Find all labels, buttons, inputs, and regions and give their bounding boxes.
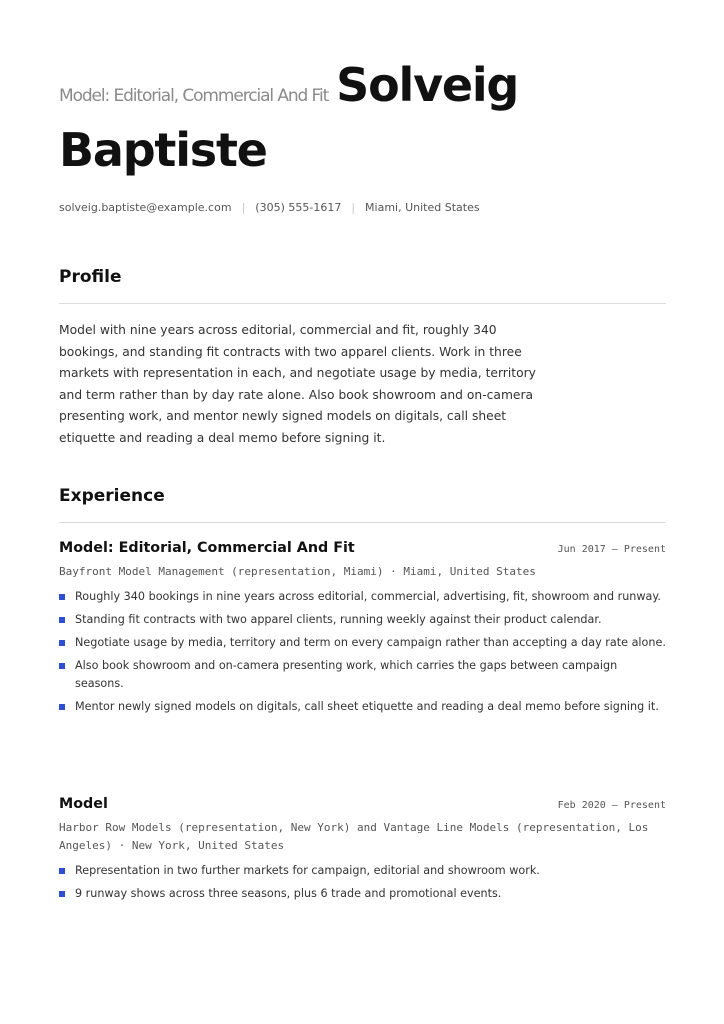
job-company: Bayfront Model Management (representation, Miami) · Miami, United States [59, 565, 536, 578]
job-bullets [59, 588, 666, 716]
job-company: Harbor Row Models (representation, New York) and Vantage Line Models (representation, Los Angeles) · New York, United States [59, 821, 649, 852]
job-title: Model: Editorial, Commercial And Fit [59, 540, 355, 556]
list-item [59, 634, 666, 652]
section-divider [59, 303, 666, 304]
bullet-text: 9 runway shows across three seasons, plus 6 trade and promotional events. [75, 887, 502, 900]
bullet-square-icon [59, 868, 65, 874]
bullet-square-icon [59, 663, 65, 669]
bullet-square-icon [59, 704, 65, 710]
job-bullets [59, 862, 666, 903]
section-title-profile: Profile [59, 267, 122, 287]
bullet-square-icon [59, 640, 65, 646]
bullet-text: Representation in two further markets for campaign, editorial and showroom work. [75, 864, 540, 877]
name-first: Solveig [336, 58, 519, 112]
bullet-square-icon [59, 891, 65, 897]
bullet-text: Roughly 340 bookings in nine years across editorial, commercial, advertising, fit, showroom and runway. [75, 590, 661, 603]
list-item [59, 588, 666, 606]
name-last: Baptiste [59, 123, 267, 177]
resume-header [59, 58, 669, 188]
job-dates: Jun 2017 — Present [557, 544, 666, 555]
name-line [59, 58, 669, 123]
name-line-2 [59, 123, 669, 188]
list-item [59, 611, 666, 629]
contact-line [59, 201, 480, 214]
list-item [59, 698, 666, 716]
profile-text: Model with nine years across editorial, commercial and fit, roughly 340 bookings, and standing fit contracts with two apparel clients. Work in three markets with representation in each, and negotiate usage by media, territory and term rather than by day rate alone. Also book showroom and on-camera presenting work, and mentor newly signed models on digitals, call sheet etiquette and reading a deal memo before signing it. [59, 323, 536, 445]
job-entry [59, 540, 666, 721]
job-header [59, 540, 666, 562]
section-title-experience: Experience [59, 486, 165, 506]
contact-location: Miami, United States [365, 201, 480, 214]
contact-separator: | [241, 201, 246, 214]
job-dates: Feb 2020 — Present [557, 800, 666, 811]
job-title: Model [59, 796, 108, 812]
bullet-text: Mentor newly signed models on digitals, call sheet etiquette and reading a deal memo before signing it. [75, 700, 659, 713]
bullet-text: Standing fit contracts with two apparel clients, running weekly against their product calendar. [75, 613, 602, 626]
bullet-text: Negotiate usage by media, territory and term on every campaign rather than accepting a day rate alone. [75, 636, 666, 649]
job-entry [59, 796, 666, 908]
bullet-square-icon [59, 594, 65, 600]
contact-email: solveig.baptiste@example.com [59, 201, 232, 214]
bullet-square-icon [59, 617, 65, 623]
job-header [59, 796, 666, 818]
contact-phone: (305) 555-1617 [255, 201, 342, 214]
list-item [59, 862, 666, 880]
list-item [59, 885, 666, 903]
headline-subtitle: Model: Editorial, Commercial And Fit [59, 86, 329, 106]
bullet-text: Also book showroom and on-camera presenting work, which carries the gaps between campaign seasons. [75, 659, 618, 690]
list-item [59, 657, 666, 693]
section-divider [59, 522, 666, 523]
contact-separator: | [351, 201, 356, 214]
